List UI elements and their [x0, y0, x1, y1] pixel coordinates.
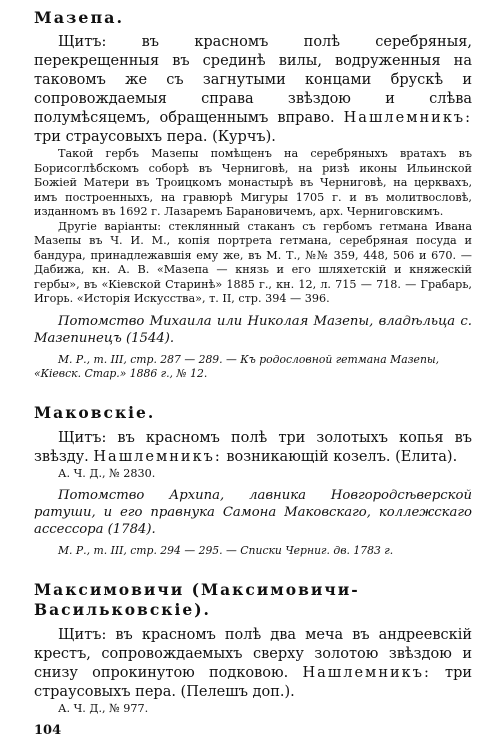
entry-title: Мазепа. [34, 8, 125, 27]
helmet-text: три страусовыхъ пера. (Курчъ). [34, 129, 276, 145]
archive-ref: А. Ч. Д., № 977. [58, 702, 149, 715]
entry-mazepa [34, 8, 472, 381]
entry-maksimovichi [34, 580, 472, 717]
shield-description: Щитъ: въ красномъ полѣ серебряныя, перекрещенныя въ срединѣ вилы, водруженныя на таковомъ же съ загнутыми концами брускѣ и сопровождаемыя справа звѣздою и слѣва полумѣсяцемъ, обращеннымъ вправо. Нашлемникъ: три страусовыхъ пера. (Курчъ). [34, 34, 472, 145]
references: М. Р., т. III, стр. 294 — 295. — Списки Черниг. дв. 1783 г. [58, 544, 394, 557]
entry-makovskie [34, 403, 472, 559]
entry-title: Максимовичи (Максимовичи-Васильковскіе). [34, 580, 360, 619]
helmet-text: три страусовыхъ пера. (Пелешъ доп.). [34, 665, 473, 700]
note-paragraph: Другіе варіанты: стеклянный стаканъ съ гербомъ гетмана Ивана Мазепы въ Ч. И. М., копія портрета гетмана, серебряная посуда и бандура, принадлежавшія ему же, въ М. Т., №№ 359, 448, 506 и 670. — Дабижа, кн. А. В. «Мазепа — князь и его шляхетскій и княжескій гербы», въ «Кіевской Старинѣ» 1885 г., кн. 12, л. 715 — 718. — Грабарь, Игорь. «Исторія Искусства», т. II, стр. 394 — 396. [34, 219, 472, 305]
entry-title: Маковскіе. [34, 402, 156, 422]
page-number: 104 [34, 723, 62, 738]
archive-ref: А. Ч. Д., № 2830. [58, 466, 156, 480]
references: М. Р., т. III, стр. 287 — 289. — Къ родословной гетмана Мазепы, «Кіевск. Стар.» 1886 г., № 12. [34, 352, 440, 380]
helmet-text: возникающій козелъ. (Елита). [226, 448, 458, 465]
shield-description: Щитъ: въ красномъ полѣ три золотыхъ копья въ звѣзду. Нашлемникъ: возникающій козелъ. (Елита). [34, 429, 472, 465]
descendants-text: Потомство Михаила или Николая Мазепы, владѣльца с. Мазепинецъ (1544). [34, 313, 472, 346]
helmet-label: Нашлемникъ: [93, 448, 222, 465]
shield-description: Щитъ: въ красномъ полѣ два меча въ андреевскій крестъ, сопровождаемыхъ сверху золотою звѣздою и снизу опрокинутою подковою. Нашлемникъ: три страусовыхъ пера. (Пелешъ доп.). [34, 627, 473, 700]
helmet-label: Нашлемникъ: [302, 665, 431, 681]
descendants-text: Потомство Архипа, лавника Новгородсѣверской ратуши, и его правнука Самона Маковскаго, коллежскаго ассессора (1784). [34, 488, 472, 537]
note-paragraph: Такой гербъ Мазепы помѣщенъ на серебряныхъ вратахъ въ Борисоглѣбскомъ соборѣ въ Черниговѣ, на ризѣ иконы Ильинской Божіей Матери въ Троицкомъ монастырѣ въ Черниговѣ, на церквахъ, имъ построенныхъ, на гравюрѣ Мигуры 1705 г. и въ молитвословѣ, изданномъ въ 1692 г. Лазаремъ Барановичемъ, арх. Черниговскимъ. [34, 147, 472, 218]
helmet-label: Нашлемникъ: [343, 110, 472, 126]
